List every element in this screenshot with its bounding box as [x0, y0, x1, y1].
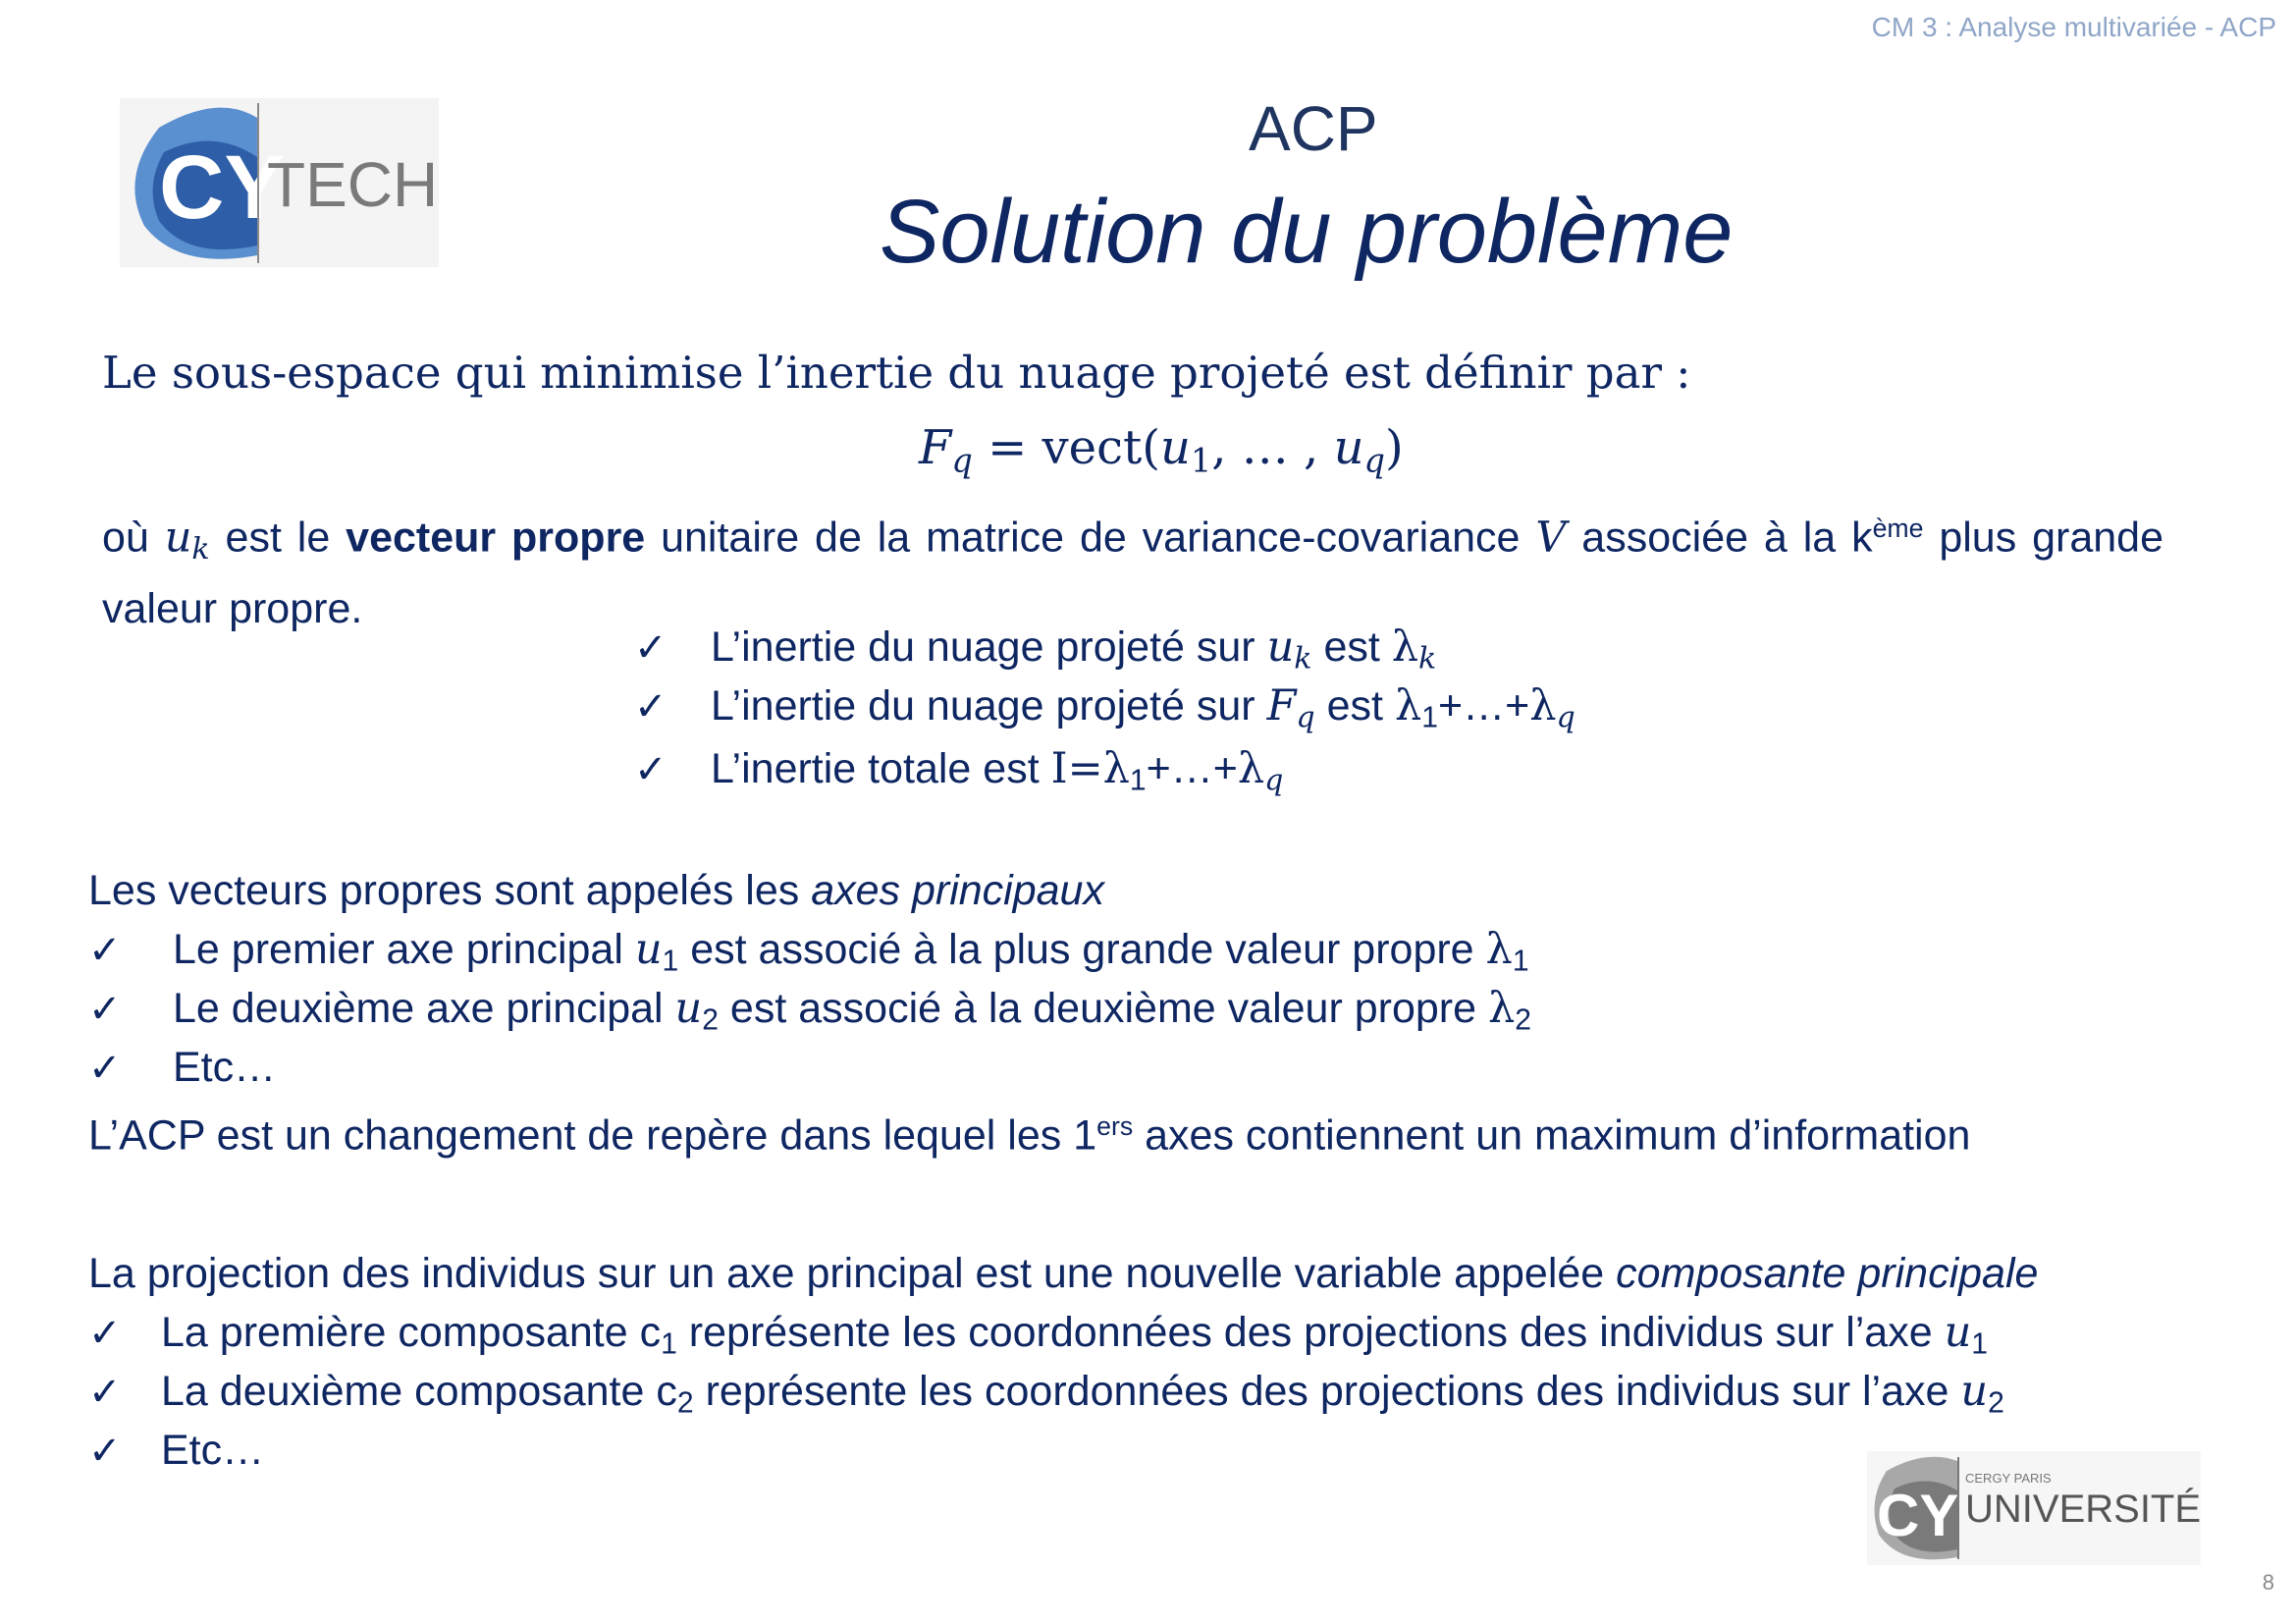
check-icon: ✓	[88, 1046, 122, 1091]
axes-intro: Les vecteurs propres sont appelés les axes principaux	[88, 867, 1104, 914]
intro-text: Le sous-espace qui minimise l’inertie du nuage projeté est définir par :	[102, 347, 1691, 399]
slide-subtitle: Solution du problème	[880, 182, 1734, 282]
cy-tech-logo	[120, 98, 439, 267]
formula-fq: $F_q$ = $vect(u_1$, … , $u_q$)	[919, 420, 1404, 480]
vecteur-propre-term: vecteur propre	[346, 514, 646, 562]
check-icon: ✓	[88, 1370, 122, 1415]
projection-item-1: ✓ La première composante $c_1$ représente les coordonnées des projections des individus sur l’axe $u_1$	[88, 1304, 1988, 1374]
property-item-3: ✓ L’inertie totale est $I=\lambda_1+\dots+\lambda_q$	[634, 740, 1283, 810]
check-icon: ✓	[634, 747, 667, 792]
check-icon: ✓	[88, 987, 122, 1032]
check-icon: ✓	[634, 684, 667, 730]
cy-universite-logo	[1867, 1451, 2201, 1565]
slide-title: ACP	[1249, 93, 1378, 164]
course-header: CM 3 : Analyse multivariée - ACP	[1871, 12, 2276, 42]
property-item-1: ✓ L’inertie du nuage projeté sur $u_k$ est $\lambda_k$	[634, 619, 1436, 688]
cergy-paris-label: CERGY PARIS	[1965, 1471, 2052, 1486]
eigenvector-definition: où $u_k$ est le vecteur propre unitaire de la matrice de variance-covariance V associée à la $k^{ème}$ plus grande valeur propre.	[102, 513, 2163, 633]
projection-item-2: ✓ La deuxième composante $c_2$ représente les coordonnées des projections des individus sur l’axe $u_2$	[88, 1363, 2004, 1433]
property-item-2: ✓ L’inertie du nuage projeté sur $F_q$ est $\lambda_1+\dots+\lambda_q$	[634, 677, 1575, 747]
axes-item-1: ✓ Le premier axe principal $u_1$ est associé à la plus grande valeur propre $\lambda_1$	[88, 921, 1529, 991]
acp-conclusion: L’ACP est un changement de repère dans lequel les 1ers axes contiennent un maximum d’information	[88, 1111, 1971, 1160]
axes-item-2: ✓ Le deuxième axe principal $u_2$ est associé à la deuxième valeur propre $\lambda_2$	[88, 980, 1531, 1050]
axes-item-3: ✓ Etc…	[88, 1039, 276, 1097]
check-icon: ✓	[88, 1429, 122, 1474]
check-icon: ✓	[634, 625, 667, 671]
cy-mark-bottom: CY	[1877, 1483, 1959, 1548]
projection-item-3: ✓ Etc…	[88, 1422, 264, 1480]
universite-wordmark: UNIVERSITÉ	[1965, 1488, 2201, 1531]
tech-wordmark: TECH	[267, 149, 439, 220]
cy-mark-top: CY	[159, 137, 285, 238]
check-icon: ✓	[88, 1311, 122, 1356]
check-icon: ✓	[88, 928, 122, 973]
page-number: 8	[2262, 1570, 2274, 1595]
projection-intro: La projection des individus sur un axe principal est une nouvelle variable appelée composante principale	[88, 1250, 2039, 1297]
